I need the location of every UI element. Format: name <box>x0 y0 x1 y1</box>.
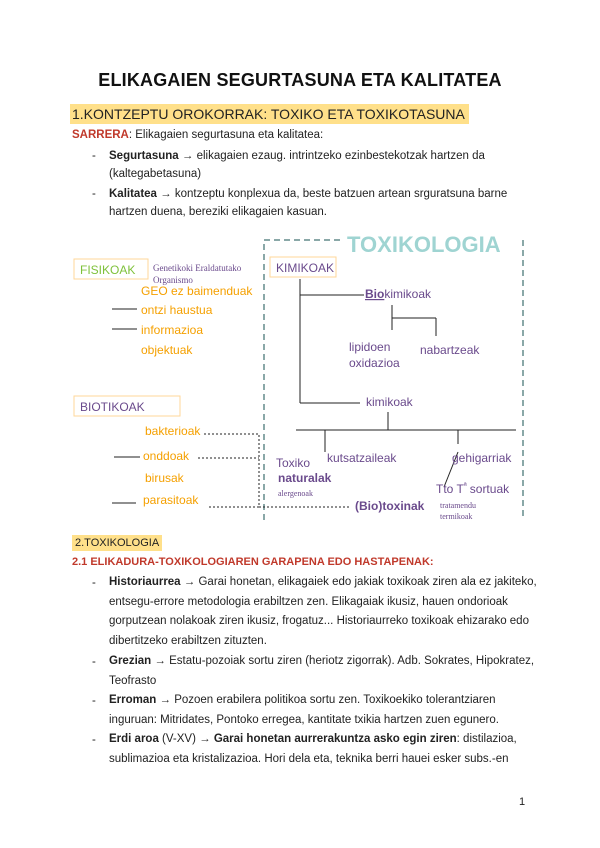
kutsatzaileak-label: kutsatzaileak <box>327 451 397 465</box>
tratamendu-label: tratamendu <box>440 501 476 510</box>
toxiko-label: Toxiko <box>276 456 311 470</box>
bullet-term: Erroman <box>109 694 157 706</box>
bio-prefix: Bio <box>365 287 385 301</box>
oxidazioa-label: oxidazioa <box>349 356 400 370</box>
biotikoak-item: parasitoak <box>143 493 199 507</box>
section-heading-1: 1.KONTZEPTU OROKORRAK: TOXIKO ETA TOXIKOTASUNA <box>70 104 469 124</box>
bullet-text: : distilazioa, <box>456 733 517 745</box>
biotoxinak-label: (Bio)toxinak <box>355 499 425 513</box>
bullet-dash: - <box>92 695 96 707</box>
bullet-dash: - <box>92 150 96 162</box>
fisikoak-item: GEO ez baimenduak <box>141 284 253 298</box>
genetikoki-label: Genetikoki Eraldatutako <box>153 263 242 273</box>
biokimikoak-label <box>365 287 432 301</box>
toxikologia-label: TOXIKOLOGIA <box>347 232 501 257</box>
sarrera-label: SARRERA <box>72 129 129 141</box>
biokimikoak-rest: kimikoak <box>384 287 432 301</box>
bullet-term: Garai honetan aurrerakuntza asko egin ziren <box>213 733 457 745</box>
bullet-erroman <box>109 691 539 730</box>
bullet-text: dibertitzeko erabiltzen zituzten. <box>109 634 267 647</box>
fisikoak-label: FISIKOAK <box>80 263 136 277</box>
alergenoak-label: alergenoak <box>278 489 313 498</box>
tto-sup: ª <box>463 481 467 490</box>
bullet-text: (kaltegabetasuna) <box>109 168 202 180</box>
bullet-text: hartzen duena, bereziki elikagaien kasuan. <box>109 206 328 218</box>
bullet-term: Kalitatea <box>109 188 157 200</box>
lipidoen-label: lipidoen <box>349 340 391 354</box>
biotikoak-item: onddoak <box>143 449 190 463</box>
subsection-heading-2-1: 2.1 ELIKADURA-TOXIKOLOGIAREN GARAPENA EDO HASTAPENAK: <box>72 556 434 568</box>
bullet-term: Erdi aroa <box>109 733 159 745</box>
biotikoak-item: birusak <box>145 471 184 485</box>
bullet-text: → elikagaien ezaug. intrintzeko ezinbestekotzak hartzen da <box>181 150 485 162</box>
bullet-text: inguruan: Mitridates, Pontoko erregea, kantitate txikia hartzen zuen egunero. <box>109 713 499 726</box>
bullet-dash: - <box>92 656 96 668</box>
sortuak-text: sortuak <box>469 482 510 496</box>
biotikoak-label: BIOTIKOAK <box>80 400 145 414</box>
bullet-dash: - <box>92 188 96 200</box>
bullet-text: sublimazioa eta kristalizazioa. Hori dela eta, teknika berri hauei esker subs.-en <box>109 752 509 765</box>
naturalak-label: naturalak <box>278 471 332 485</box>
bullet-text: (V-XV) → <box>158 733 214 745</box>
biotikoak-item: bakterioak <box>145 424 201 438</box>
bullet-text: Teofrasto <box>109 674 157 687</box>
nabartzeak-label: nabartzeak <box>420 343 480 357</box>
bullet-dash: - <box>92 577 96 589</box>
bullet-dash: - <box>92 734 96 746</box>
organismo-label: Organismo <box>153 275 193 285</box>
fisikoak-item: objektuak <box>141 343 193 357</box>
bullet-term: Grezian <box>109 655 152 667</box>
fisikoak-item: informazioa <box>141 323 204 337</box>
kimikoak-label: KIMIKOAK <box>276 261 335 275</box>
bullet-text: → Pozoen erabilera politikoa sortu zen. Toxikoekiko tolerantziaren <box>159 694 496 706</box>
kimikoak-node: kimikoak <box>366 395 413 409</box>
tto-text: Tto T <box>436 482 464 496</box>
tto-label <box>436 481 510 496</box>
page-title: ELIKAGAIEN SEGURTASUNA ETA KALITATEA <box>98 70 502 90</box>
bullet-text: → Garai honetan, elikagaiek edo jakiak toxikoak ziren ala ez jakiteko, <box>183 576 537 588</box>
bullet-term: Historiaurrea <box>109 576 181 588</box>
bullet-term: Segurtasuna <box>109 150 179 162</box>
bullet-text: → kontzeptu konplexua da, beste batzuen artean srguratsuna barne <box>160 188 508 200</box>
bullet-erdi-aroa <box>109 730 539 769</box>
bullet-historiaurrea <box>109 573 539 651</box>
gehigarriak-label: gehigarriak <box>452 451 512 465</box>
bullet-text: → Estatu-pozoiak sortu ziren (heriotz zigorrak). Adb. Sokrates, Hipokratez, <box>154 655 535 667</box>
bullet-text: gorputzean nolakoak ziren ikusiz, frogatuz... Historiaurreko toxikoak ehizarako edo <box>109 615 529 627</box>
biotikoak-bracket <box>204 434 259 507</box>
bullet-text: entsegu-errore metodologia erabiltzen zen. Elikagaiak ikusiz, hauen ondorioak <box>109 595 508 608</box>
fisikoak-item: ontzi haustua <box>141 303 213 317</box>
page-number: 1 <box>519 796 526 808</box>
sarrera-text: : Elikagaien segurtasuna eta kalitatea: <box>128 129 324 141</box>
section-heading-2: 2.TOXIKOLOGIA <box>72 535 162 551</box>
bullet-grezian <box>109 652 539 691</box>
termikoak-label: termikoak <box>440 512 473 521</box>
